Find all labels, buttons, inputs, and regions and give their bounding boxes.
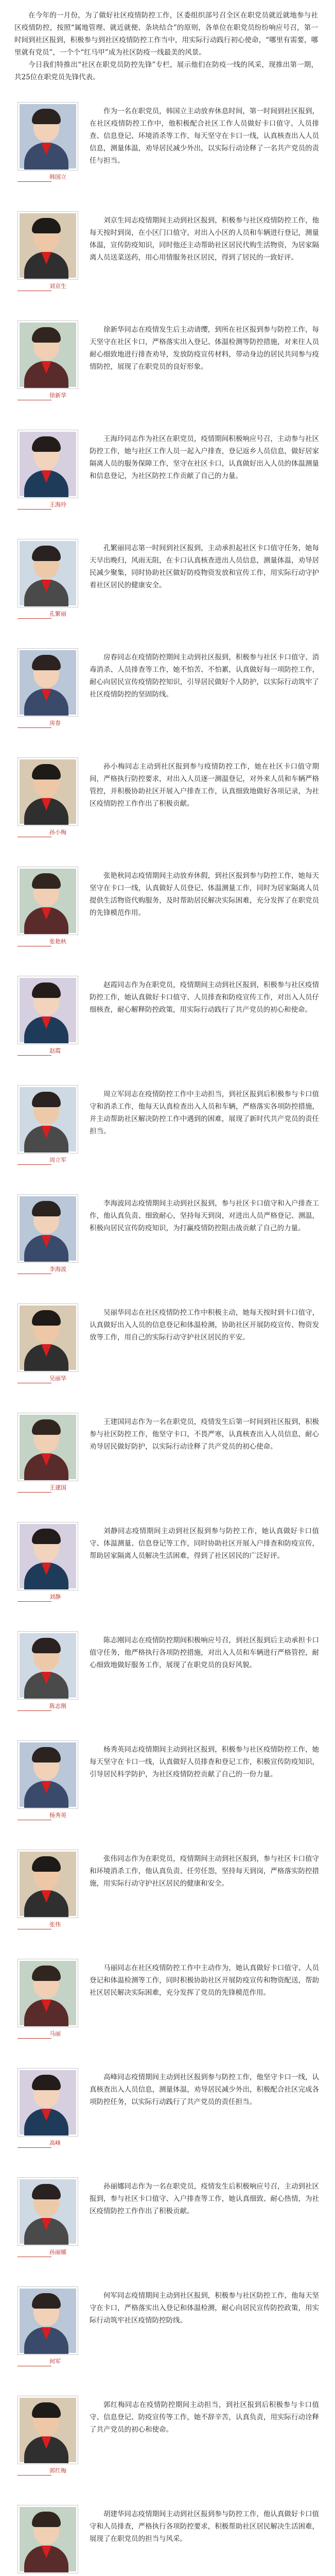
profile-text <box>90 214 319 264</box>
profile-name: 李海波 <box>49 1266 66 1273</box>
name-caption <box>17 1265 78 1277</box>
caption-divider <box>17 1710 51 1711</box>
profile-name: 陈志刚 <box>49 1703 66 1709</box>
profile-text <box>90 105 319 167</box>
profile-photo <box>17 1740 78 1823</box>
article-intro <box>14 9 318 83</box>
profile-paragraph: 孙小梅同志主动到社区报到参与疫情防控工作，她在社区卡口值守期间，严格执行防控要求，对出入人员逐一测温登记，对外来人员和车辆严格管控，并积极协助社区开展入户排查工作，认真细致地做好各项记录，为社区疫情防控工作作出了积极贡献。 <box>90 762 319 808</box>
profile-text <box>90 2290 319 2327</box>
profile-name: 吴丽华 <box>49 1375 66 1382</box>
portrait-image <box>17 539 78 607</box>
name-caption <box>17 937 78 950</box>
caption-divider <box>17 1055 51 1056</box>
name-caption <box>17 1702 78 1714</box>
name-caption <box>17 391 78 403</box>
name-caption <box>17 173 78 185</box>
profile-photo <box>17 1303 78 1386</box>
profile-photo <box>17 539 78 622</box>
portrait-image <box>17 1413 78 1481</box>
profile-paragraph: 李海波同志疫情期间主动到社区报到，参与社区卡口值守和入户排查工作，他认真负责、细致耐心，坚持每天到岗，对进出人员严格登记、测温，积极向居民宣传防疫知识，为打赢疫情防控阻击战贡献了自己的力量。 <box>90 1199 319 1232</box>
profile-text <box>90 1962 319 1999</box>
caption-divider <box>17 2147 51 2148</box>
profile-paragraph: 作为一名在职党员，韩国立主动放弃休息时间，第一时间到社区报到，在社区疫情防控工作中，他积极配合社区工作人员做好卡口值守、人员排查、信息登记、环境消杀等工作，每天坚守在卡口一线，认真核查出入人员信息，测量体温，劝导居民减少外出，以实际行动诠释了一名共产党员的责任与担当。 <box>90 107 319 165</box>
portrait-image <box>17 757 78 826</box>
profile-text <box>90 433 319 482</box>
profile-name: 孙丽娜 <box>49 2249 66 2256</box>
name-caption <box>17 1046 78 1059</box>
profile-photo <box>17 430 78 513</box>
portrait-image <box>17 2286 78 2355</box>
portrait-image <box>17 2505 78 2573</box>
profile-text <box>90 651 319 701</box>
portrait-image <box>17 1850 78 1918</box>
profile-paragraph: 张伟同志作为在职党员，疫情期间主动到社区报到，参与社区卡口值守和环境消杀工作，他认真负责、任劳任怨，坚持每天到岗，严格落实防控措施，用实际行动守护社区居民的健康和安全。 <box>90 1855 319 1888</box>
name-caption <box>17 1483 78 1496</box>
profile-text <box>90 1197 319 1234</box>
portrait-image <box>17 430 78 498</box>
profile-photo <box>17 211 78 294</box>
profile-paragraph: 杨秀英同志疫情期间主动到社区报到，积极参与社区疫情防控工作，她每天坚守在卡口一线，认真做好人员排查和登记工作，积极宣传防疫知识，引导居民科学防护，为社区疫情防控贡献了自己的一份力量。 <box>90 1745 319 1778</box>
profile-name: 杨秀英 <box>49 1812 66 1819</box>
caption-divider <box>17 618 51 619</box>
profile-paragraph: 陈志刚同志在疫情防控期间积极响应号召，到社区报到后主动承担卡口值守任务，他严格执行各项防控措施，对出入人员和车辆进行严格管控，耐心细致地做好服务工作，展现了在职党员的良好风貌。 <box>90 1636 319 1669</box>
profile-text <box>90 1743 319 1781</box>
profile-paragraph: 周立军同志在疫情防控工作中主动担当，到社区报到后积极参与卡口值守和消杀工作，他每天认真检查出入人员和车辆，严格落实各项防控措施，并主动帮助社区解决防控工作中遇到的困难，展现了新时代共产党员的责任担当。 <box>90 1090 319 1136</box>
portrait-image <box>17 320 78 389</box>
profile-text <box>90 2508 319 2545</box>
name-caption <box>17 500 78 513</box>
profile-paragraph: 孙丽娜同志作为一名在职党员，疫情发生后积极响应号召，主动到社区报到，参与社区卡口值守、入户排查等工作，她认真细致、耐心热情，为社区疫情防控工作作出了积极贡献。 <box>90 2182 319 2215</box>
profile-name: 房春 <box>49 720 61 726</box>
profile-name: 孔繁丽 <box>49 611 66 617</box>
profile-paragraph: 孔繁丽同志第一时间到社区报到，主动承担起社区卡口值守任务，她每天早出晚归，风雨无阻，在卡口认真核查进出人员信息，测量体温，劝导居民减少聚集，同时协助社区做好防疫物资发放和宣传工作，用实际行动守护着社区居民的健康安全。 <box>90 544 319 589</box>
caption-divider <box>17 509 51 510</box>
caption-divider <box>17 1601 51 1602</box>
name-caption <box>17 1156 78 1168</box>
name-caption <box>17 719 78 731</box>
profile-paragraph: 刘静同志疫情期间主动到社区报到参与防控工作，她认真做好卡口值守、体温测量、信息登记等工作，同时协助社区开展入户排查和防疫宣传，帮助居家隔离人员解决生活困难，得到了社区居民的广泛好评。 <box>90 1527 319 1560</box>
portrait-image <box>17 2177 78 2246</box>
profile-text <box>90 1416 319 1453</box>
profile-paragraph: 马丽同志在社区疫情防控工作中主动作为，她认真做好卡口值守、人员登记和体温检测等工作，同时积极协助社区开展防疫宣传和物资配送，帮助社区居民解决实际困难，充分发挥了党员的先锋模范作用。 <box>90 1964 319 1997</box>
portrait-image <box>17 211 78 280</box>
portrait-image <box>17 976 78 1044</box>
profile-photo <box>17 976 78 1059</box>
profile-text <box>90 870 319 919</box>
intro-paragraph: 在今年的一月份，为了做好社区疫情防控工作，区委组织部号召全区在职党员就近就地参与社区疫情防控，按照“属地管理、就近就便、条块结合”的原则，各单位在职党员纷纷响应号召，第一时间到社区报到，积极参与到社区疫情防控工作当中，用实际行动践行初心使命，“哪里有需要，哪里就有党员”，一个个“红马甲”成为社区防疫一线最美的风景。 <box>14 11 318 57</box>
profile-name: 刘静 <box>49 1594 61 1600</box>
portrait-image <box>17 1194 78 1263</box>
profile-paragraph: 赵霞同志作为在职党员，疫情期间主动到社区报到，积极参与社区疫情防控工作，她认真做好卡口值守、人员排查和防疫宣传工作，对出入人员仔细核查，耐心解释防控政策，用实际行动践行了共产党员的初心和使命。 <box>90 981 319 1014</box>
portrait-image <box>17 648 78 717</box>
name-caption <box>17 2466 78 2479</box>
profile-text <box>90 324 319 373</box>
profile-photo <box>17 2286 78 2369</box>
profile-paragraph: 吴丽华同志在社区疫情防控工作中积极主动，她每天按时到卡口值守，认真做好出入人员的信息登记和体温检测，协助社区开展防疫宣传、物资发放等工作，用自己的实际行动守护社区居民的平安。 <box>90 1309 319 1342</box>
name-caption <box>17 828 78 840</box>
profile-paragraph: 刘京生同志疫情期间主动到社区报到，积极参与社区疫情防控工作，他每天按时到岗，在小区门口值守，对出入小区的人员和车辆进行登记，测量体温，宣传防疫知识，同时他还主动帮助社区居民代购生活物资，为居家隔离人员送菜送药，用心用情服务社区居民，得到了居民的一致好评。 <box>90 216 319 262</box>
profile-paragraph: 张艳秋同志疫情期间主动放弃休假，到社区报到参与防控工作，她每天坚守在卡口一线，认真做好人员登记、体温测量工作，同时为居家隔离人员提供生活物资代购服务，及时帮助居民解决实际困难，充分发挥了在职党员的先锋模范作用。 <box>90 872 319 917</box>
profile-paragraph: 王海玲同志作为社区在职党员，疫情期间积极响应号召，主动参与社区防控工作，她与社区工作人员一起入户排查，登记返乡人员信息，做好居家隔离人员的服务保障工作，坚守在社区卡口，认真做好出入人员的体温测量和信息登记，为社区防控工作贡献了自己的力量。 <box>90 435 319 480</box>
profile-text <box>90 2180 319 2217</box>
profile-name: 徐新华 <box>49 392 66 399</box>
profile-text <box>90 1853 319 1890</box>
profile-photo <box>17 1959 78 2042</box>
portrait-image <box>17 1631 78 1700</box>
profile-text <box>90 2071 319 2108</box>
profile-name: 王海玲 <box>49 501 66 508</box>
profile-name: 王建国 <box>49 1484 66 1491</box>
profile-photo <box>17 320 78 403</box>
profile-name: 高峰 <box>49 2140 61 2146</box>
portrait-image <box>17 1085 78 1154</box>
profile-paragraph: 郭红梅同志在疫情防控期间主动担当，到社区报到后积极参与卡口值守、信息登记、防疫宣传等工作，她不辞辛苦，认真负责，用实际行动诠释了共产党员的初心和使命。 <box>90 2401 319 2434</box>
portrait-image <box>17 2396 78 2464</box>
caption-divider <box>17 2475 51 2476</box>
profile-text <box>90 760 319 810</box>
profile-paragraph: 王建国同志作为一名在职党员，疫情发生后第一时间到社区报到，积极参与社区防控工作，他坚守卡口，不畏严寒，认真核查出入人员信息，耐心劝导居民做好防护，以实际行动诠释了共产党员的初心使命。 <box>90 1418 319 1451</box>
profile-photo <box>17 1413 78 1496</box>
profile-name: 张伟 <box>49 1921 61 1928</box>
profile-text <box>90 1525 319 1562</box>
profile-text <box>90 542 319 591</box>
profile-name: 孙小梅 <box>49 829 66 836</box>
profile-paragraph: 胡建华同志疫情期间主动到社区报到参与防控工作，他认真做好卡口值守和人员排查，严格执行各项防控要求，积极帮助社区居民解决生活困难，展现了在职党员的担当与风采。 <box>90 2510 319 2543</box>
caption-divider <box>17 2038 51 2039</box>
profile-photo <box>17 867 78 950</box>
profile-name: 刘京生 <box>49 283 66 290</box>
profile-name: 赵霞 <box>49 1047 61 1054</box>
caption-divider <box>17 1492 51 1493</box>
caption-divider <box>17 727 51 728</box>
portrait-image <box>17 1303 78 1372</box>
profile-text <box>90 1634 319 1671</box>
profile-photo <box>17 2177 78 2260</box>
name-caption <box>17 1374 78 1386</box>
profile-photo <box>17 1631 78 1714</box>
name-caption <box>17 1920 78 1933</box>
name-caption <box>17 2248 78 2260</box>
portrait-image <box>17 1740 78 1809</box>
profile-paragraph: 徐新华同志在疫情发生后主动请缨，到所在社区报到参与防控工作，每天坚守在社区卡口，严格落实出入登记、体温检测等防控措施，对来往人员耐心细致地进行排查劝导，发放防疫宣传材料，带动身边的居民共同参与疫情防控，展现了在职党员的良好形象。 <box>90 326 319 371</box>
profile-name: 何军 <box>49 2358 61 2365</box>
profile-name: 韩国立 <box>49 174 66 180</box>
profile-paragraph: 何军同志疫情期间主动到社区报到，积极参与社区防控工作，他每天坚守在卡口，严格落实出入登记和体温检测，耐心向居民宣传防控政策，用实际行动筑牢社区疫情防控防线。 <box>90 2292 319 2325</box>
profile-photo <box>17 1522 78 1605</box>
portrait-image <box>17 2068 78 2137</box>
profile-paragraph: 高峰同志疫情期间主动到社区报到参与防控工作，他坚守卡口一线，认真核查出入人员信息，测量体温，劝导居民减少外出，积极配合社区完成各项防控任务，以实际行动践行了共产党员的责任担当。 <box>90 2073 319 2106</box>
name-caption <box>17 1811 78 1823</box>
profile-paragraph: 房春同志在疫情防控期间主动到社区报到，积极参与社区卡口值守、消毒消杀、人员排查等工作，她不怕苦、不怕累，认真做好每一项防控工作，耐心向居民宣传疫情防控知识，引导居民做好个人防护，以实际行动筑牢了社区疫情防控的坚固防线。 <box>90 653 319 699</box>
profile-name: 郭红梅 <box>49 2467 66 2474</box>
profile-photo <box>17 1850 78 1933</box>
portrait-image <box>17 102 78 171</box>
caption-divider <box>17 1164 51 1165</box>
portrait-image <box>17 867 78 935</box>
name-caption <box>17 609 78 622</box>
profile-text <box>90 1088 319 1138</box>
profile-photo <box>17 648 78 731</box>
profile-text <box>90 1307 319 1344</box>
name-caption <box>17 1592 78 1605</box>
name-caption <box>17 2357 78 2369</box>
profile-photo <box>17 102 78 185</box>
profile-photo <box>17 2068 78 2151</box>
name-caption <box>17 2029 78 2042</box>
profile-name: 张艳秋 <box>49 938 66 945</box>
profile-text <box>90 979 319 1016</box>
profile-photo <box>17 1085 78 1168</box>
profile-text <box>90 2399 319 2436</box>
name-caption <box>17 282 78 294</box>
name-caption <box>17 2139 78 2151</box>
profile-name: 周立军 <box>49 1157 66 1163</box>
profile-photo <box>17 2505 78 2576</box>
caption-divider <box>17 181 51 182</box>
profile-name: 马丽 <box>49 2030 61 2037</box>
profile-photo <box>17 1194 78 1277</box>
portrait-image <box>17 1959 78 2027</box>
profile-photo <box>17 2396 78 2479</box>
profile-photo <box>17 757 78 840</box>
intro-paragraph: 今日我们特推出“社区在职党员防控先锋”专栏，展示他们在防疫一线的风采，现推出第一期，共25位在职党员先锋代表。 <box>14 61 318 81</box>
portrait-image <box>17 1522 78 1590</box>
